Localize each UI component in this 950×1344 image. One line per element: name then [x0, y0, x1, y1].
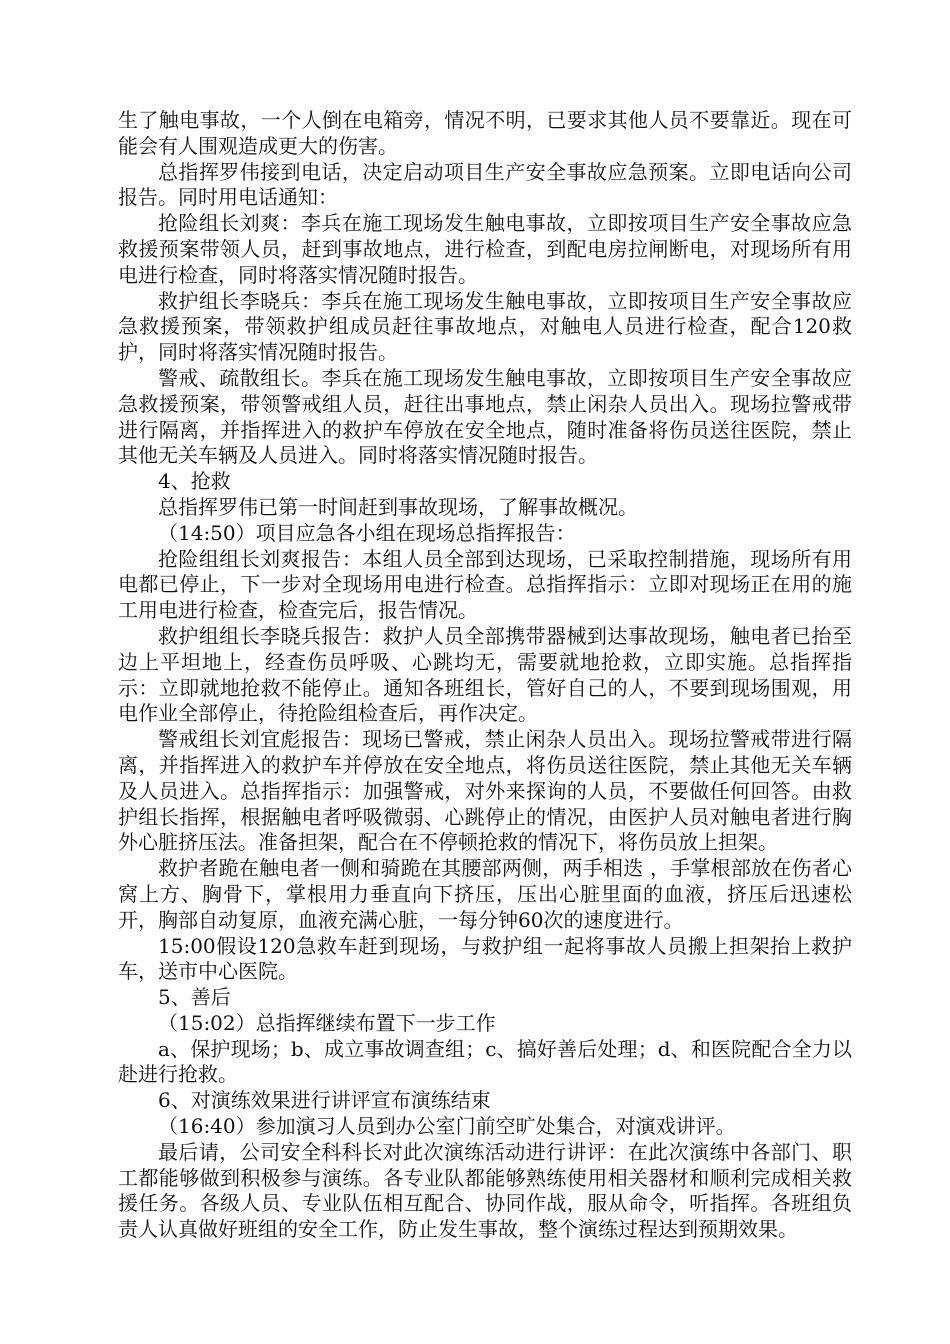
paragraph-rescue-team-notice: 抢险组长刘爽：李兵在施工现场发生触电事故，立即按项目生产安全事故应急救援预案带领人员，赶到事故地点，进行检查，到配电房拉闸断电，对现场所有用电进行检查，同时将落实情况随时报告。	[118, 211, 852, 287]
paragraph-medical-team-notice: 救护组长李晓兵：李兵在施工现场发生触电事故，立即按项目生产安全事故应急救援预案，带领救护组成员赶往事故地点，对触电人员进行检查，配合120救护，同时将落实情况随时报告。	[118, 288, 852, 365]
paragraph-ambulance: 15:00假设120急救车赶到现场，与救护组一起将事故人员搬上担架抬上救护车，送市中心医院。	[118, 933, 852, 984]
paragraph-continuation: 生了触电事故，一个人倒在电箱旁，情况不明，已要求其他人员不要靠近。现在可能会有人围观造成更大的伤害。	[118, 108, 852, 158]
paragraph-1450-report: （14:50）项目应急各小组在现场总指挥报告：	[158, 520, 576, 545]
paragraph-final-review: 最后请，公司安全科科长对此次演练活动进行讲评：在此次演练中各部门、职工都能够做到积极参与演练。各专业队都能够熟练使用相关器材和顺利完成相关救援任务。各级人员、专业队伍相互配合、协同作战，服从命令，听指挥。各班组负责人认真做好班组的安全工作，防止发生事故，整个演练过程达到预期效果。	[118, 1139, 852, 1242]
paragraph-cpr-procedure: 救护者跪在触电者一侧和骑跪在其腰部两侧，两手相迭 ，手掌根部放在伤者心窝上方、胸骨下，掌根用力垂直向下挤压，压出心脏里面的血液，挤压后迅速松开，胸部自动复原，血液充满心脏，一每分钟60次的速度进行。	[118, 856, 852, 932]
paragraph-guard-team-report: 警戒组长刘宜彪报告：现场已警戒，禁止闲杂人员出入。现场拉警戒带进行隔离，并指挥进入的救护车并停放在安全地点，将伤员送往医院，禁止其他无关车辆及人员进入。总指挥指示：加强警戒，对外来探询的人员，不要做任何回答。由救护组长指挥，根据触电者呼吸微弱、心跳停止的情况，由医护人员对触电者进行胸外心脏挤压法。准备担架，配合在不停顿抢救的情况下，将伤员放上担架。	[118, 727, 852, 855]
paragraph-commander-arrival: 总指挥罗伟已第一时间赶到事故现场，了解事故概况。	[158, 494, 638, 519]
section-heading-rescue: 4、抢救	[158, 469, 231, 494]
paragraph-1502-next-steps: （15:02）总指挥继续布置下一步工作	[158, 1010, 496, 1035]
paragraph-1640-assembly: （16:40）参加演习人员到办公室门前空旷处集合，对演戏讲评。	[158, 1114, 736, 1139]
paragraph-commander-call: 总指挥罗伟接到电话，决定启动项目生产安全事故应急预案。立即电话向公司报告。同时用电话通知：	[118, 159, 852, 210]
paragraph-guard-team-notice: 警戒、疏散组长。李兵在施工现场发生触电事故，立即按项目生产安全事故应急救援预案，带领警戒组人员，赶往出事地点，禁止闲杂人员出入。现场拉警戒带进行隔离，并指挥进入的救护车停放在安全地点，随时准备将伤员送往医院，禁止其他无关车辆及人员进入。同时将落实情况随时报告。	[118, 365, 852, 468]
paragraph-action-items: a、保护现场；b、成立事故调查组；c、搞好善后处理；d、和医院配合全力以赴进行抢救。	[118, 1036, 852, 1087]
paragraph-rescue-team-report: 抢险组组长刘爽报告：本组人员全部到达现场，已采取控制措施，现场所有用电都已停止，下一步对全现场用电进行检查。总指挥指示：立即对现场正在用的施工用电进行检查，检查完后，报告情况。	[118, 546, 852, 623]
section-heading-review: 6、对演练效果进行讲评宣布演练结束	[158, 1088, 491, 1113]
paragraph-medical-team-report: 救护组组长李晓兵报告：救护人员全部携带器械到达事故现场，触电者已抬至边上平坦地上，经查伤员呼吸、心跳均无，需要就地抢救，立即实施。总指挥指示：立即就地抢救不能停止。通知各班组长，管好自己的人，不要到现场围观，用电作业全部停止，待抢险组检查后，再作决定。	[118, 623, 852, 726]
section-heading-aftermath: 5、善后	[158, 985, 231, 1010]
document-body	[118, 108, 852, 1243]
